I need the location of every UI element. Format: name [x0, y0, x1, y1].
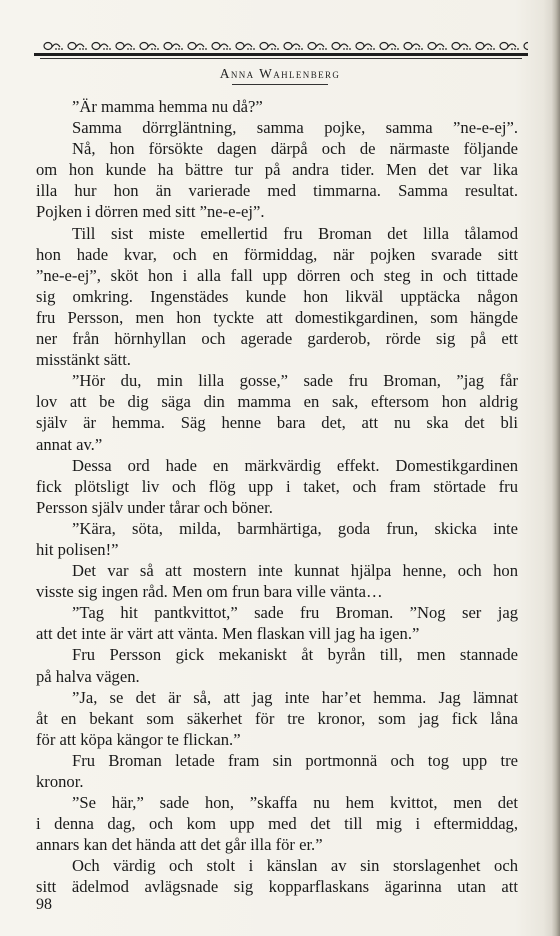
text-line: Fru Broman letade fram sin portmonnä och tog upp tre — [72, 750, 518, 770]
text-line: visste sig ingen råd. Men om frun bara ville vänta… — [36, 582, 383, 602]
text-line: på halva vägen. — [36, 666, 140, 686]
text-line: ”Tag hit pantkvittot,” sade fru Broman. ”Nog ser jag — [72, 603, 518, 623]
running-head: Anna Wahlenberg — [219, 66, 341, 81]
ornamental-header-border — [34, 35, 528, 65]
text-line: fick plötsligt liv och flög upp i taket, och fram störtade fru — [36, 476, 518, 496]
text-line: sitt ädelmod avlägsnade sig kopparflaskans ägarinna utan att — [36, 877, 518, 897]
text-line: hon hade kvar, och en förmiddag, när pojken svarade sitt — [36, 244, 518, 264]
text-line: ner från hörnhyllan och agerade garderob, rörde sig på ett — [36, 329, 518, 349]
text-line: Fru Persson gick mekaniskt åt byrån till, men stannade — [72, 645, 518, 665]
text-line: ”Se här,” sade hon, ”skaffa nu hem kvittot, men det — [72, 793, 518, 813]
text-line: Nå, hon försökte dagen därpå och de närmaste följande — [72, 139, 518, 159]
running-head-rule — [232, 84, 328, 85]
text-line: ”Är mamma hemma nu då?” — [72, 97, 263, 116]
text-line: ”Kära, söta, milda, barmhärtiga, goda frun, skicka inte — [72, 518, 518, 538]
text-line: hit polisen!” — [36, 539, 119, 559]
page-edge-shadow — [552, 0, 560, 936]
body-text — [36, 96, 518, 898]
text-line: själv är hemma. Säg henne bara det, att nu ska det bli — [36, 413, 518, 433]
text-line: annat av.” — [36, 434, 103, 454]
text-line: i denna dag, och kom upp med det till mig i eftermiddag, — [36, 814, 518, 834]
text-line: Till sist miste emellertid fru Broman det lilla tålamod — [72, 223, 518, 243]
text-line: åt en bekant som säkerhet för tre kronor, som jag fick låna — [36, 708, 518, 728]
text-line: lov att be dig säga din mamma en sak, eftersom hon aldrig — [36, 392, 518, 412]
text-line: misstänkt sätt. — [36, 350, 131, 370]
text-line: ”Hör du, min lilla gosse,” sade fru Broman, ”jag får — [72, 371, 518, 391]
text-line: Pojken i dörren med sitt ”ne-e-ej”. — [36, 202, 265, 222]
page-number: 98 — [36, 896, 52, 913]
text-line: illa hur hon än varierade med timmarna. Samma resultat. — [36, 181, 518, 201]
text-line: kronor. — [36, 772, 84, 791]
text-line: Persson själv under tårar och böner. — [36, 497, 273, 517]
text-line: Samma dörrgläntning, samma pojke, samma ”ne-e-ej”. — [72, 118, 518, 138]
text-line: ”ne-e-ej”, sköt hon i alla fall upp dörren och steg in och tittade — [36, 265, 518, 285]
text-line: om hon kunde ha bättre tur på andra tider. Men det var lika — [36, 160, 518, 180]
text-line: Och värdig och stolt i känslan av sin storslagenhet och — [72, 856, 518, 876]
text-line: för att köpa kängor te flickan.” — [36, 729, 241, 749]
text-line: ”Ja, se det är så, att jag inte har’et hemma. Jag lämnat — [72, 687, 518, 707]
text-line: Det var så att mostern inte kunnat hjälpa henne, och hon — [72, 561, 518, 581]
text-line: att det inte är värt att vänta. Men flaskan vill jag ha igen.” — [36, 624, 420, 644]
text-line: fru Persson, men hon tyckte att domestikgardinen, som hängde — [36, 307, 518, 327]
text-line: Dessa ord hade en märkvärdig effekt. Domestikgardinen — [72, 455, 518, 475]
text-line: annars kan det hända att det går illa för er.” — [36, 835, 323, 855]
text-line: sig omkring. Ingenstädes kunde hon likväl upptäcka någon — [36, 286, 518, 306]
